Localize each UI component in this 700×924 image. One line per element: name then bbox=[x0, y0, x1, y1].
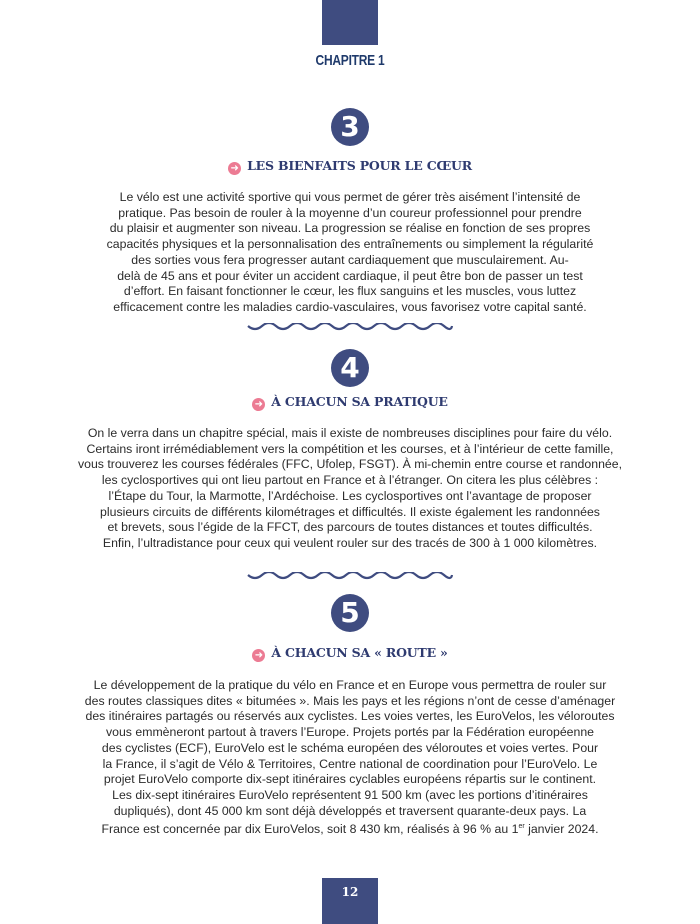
chapter-label: CHAPITRE 1 bbox=[315, 52, 385, 69]
body-line: Enfin, l’ultradistance pour ceux qui veulent rouler sur des tracés de 300 à 1 000 kilomètres. bbox=[102, 535, 598, 550]
arrow-right-circle-icon: ➜ bbox=[252, 398, 265, 411]
wave-divider-icon bbox=[246, 572, 454, 582]
section-number-badge: 5 bbox=[331, 594, 369, 632]
body-line: On le verra dans un chapitre spécial, mais il existe de nombreuses disciplines pour faire du vélo. bbox=[87, 426, 613, 440]
section-heading-text: À CHACUN SA « ROUTE » bbox=[271, 645, 448, 660]
body-line: Le développement de la pratique du vélo en France et en Europe vous permettra de rouler sur bbox=[93, 678, 607, 692]
section-body bbox=[0, 426, 700, 552]
section-heading bbox=[0, 394, 700, 411]
section-heading-text: LES BIENFAITS POUR LE CŒUR bbox=[247, 158, 472, 173]
body-line: capacités physiques et la personnalisation des entraînements ou simplement la régularité bbox=[106, 237, 594, 252]
section-body bbox=[0, 678, 700, 838]
body-line: plusieurs circuits de différents kilométrages et difficultés. Il existe également les randonnées bbox=[100, 504, 600, 519]
ordinal-superscript: er bbox=[518, 823, 525, 831]
body-line: Le vélo est une activité sportive qui vous permet de gérer très aisément l’intensité de bbox=[119, 190, 581, 204]
page-number: 12 bbox=[341, 885, 359, 899]
arrow-right-circle-icon: ➜ bbox=[228, 162, 241, 175]
body-line: pratique. Pas besoin de rouler à la moyenne d’un coureur professionnel pour prendre bbox=[118, 205, 582, 220]
body-line: l’Étape du Tour, la Marmotte, l’Ardéchoise. Les cyclosportives ont l’avantage de proposer bbox=[108, 488, 592, 503]
page-number-tab bbox=[322, 878, 378, 924]
top-chapter-tab bbox=[322, 0, 378, 45]
body-line: du plaisir et augmenter son niveau. La progression se réalise en fonction de ses propres bbox=[109, 221, 591, 236]
body-line: dupliqués), dont 45 000 km sont déjà développés et traversent quarante-deux pays. La bbox=[113, 803, 587, 818]
body-line: d’effort. En faisant fonctionner le cœur, les flux sanguins et les muscles, vous luttez bbox=[123, 284, 577, 299]
body-line: vous trouverez les courses fédérales (FFC, Ufolep, FSGT). À mi-chemin entre course et randonnée, bbox=[77, 457, 623, 472]
arrow-right-circle-icon: ➜ bbox=[252, 649, 265, 662]
body-line: delà de 45 ans et pour éviter un accident cardiaque, il peut être bon de passer un test bbox=[117, 268, 583, 283]
body-line: des itinéraires partagés ou réservés aux cyclistes. Les voies vertes, les EuroVelos, les véloroutes bbox=[85, 709, 615, 724]
body-line: projet EuroVelo comporte dix-sept itinéraires cyclables européens répartis sur le continent. bbox=[103, 772, 597, 787]
body-line: Certains iront irrémédiablement vers la compétition et les courses, et à l’intérieur de cette famille, bbox=[86, 441, 614, 456]
section-heading bbox=[0, 158, 700, 175]
section-body bbox=[0, 190, 700, 316]
body-line: les cyclosportives qui ont lieu partout en France et à l’étranger. On citera les plus célèbres : bbox=[101, 473, 599, 488]
body-line: efficacement contre les maladies cardio-vasculaires, vous favorisez votre capital santé. bbox=[113, 299, 587, 314]
body-line bbox=[0, 819, 700, 838]
body-line: et brevets, sous l’égide de la FFCT, des parcours de toutes distances et toutes difficultés. bbox=[107, 520, 593, 535]
body-line-text: France est concernée par dix EuroVelos, soit 8 430 km, réalisés à 96 % au 1 bbox=[101, 822, 519, 837]
body-line: des routes classiques dites « bitumées ». Mais les pays et les régions n’ont de cesse d’aménager bbox=[84, 693, 616, 708]
body-line: la France, il s’agit de Vélo & Territoires, Centre national de coordination pour l’EuroVelo. Le bbox=[102, 756, 598, 771]
section-heading bbox=[0, 645, 700, 662]
body-line: des cyclistes (ECF), EuroVelo est le schéma européen des véloroutes et voies vertes. Pour bbox=[101, 740, 599, 755]
body-line-text: janvier 2024. bbox=[524, 822, 599, 837]
section-number-badge: 3 bbox=[331, 108, 369, 146]
body-line: des sorties vous fera progresser autant cardiaquement que musculairement. Au- bbox=[131, 252, 569, 267]
wave-divider-icon bbox=[246, 323, 454, 333]
section-number-badge: 4 bbox=[331, 349, 369, 387]
section-heading-text: À CHACUN SA PRATIQUE bbox=[271, 394, 448, 409]
body-line: vous emmèneront partout à travers l’Europe. Projets portés par la Fédération européenne bbox=[105, 725, 595, 740]
body-line: Les dix-sept itinéraires EuroVelo représentent 91 500 km (avec les portions d’itinéraires bbox=[112, 787, 588, 802]
